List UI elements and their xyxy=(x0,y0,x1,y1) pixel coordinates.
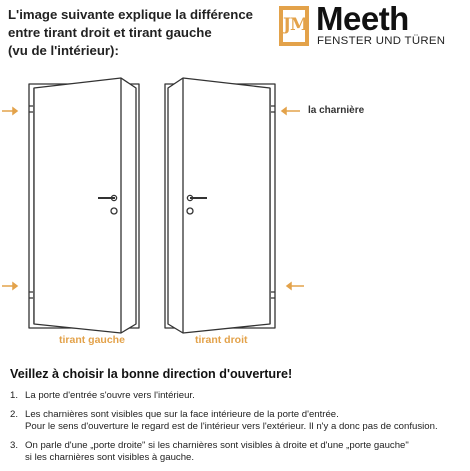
brand-name: Meeth xyxy=(316,0,409,37)
note-line: Les charnières sont visibles que sur la face intérieure de la porte d'entrée. xyxy=(25,408,339,420)
arrow-right-bottom-icon xyxy=(287,283,304,289)
arrow-right-top-icon xyxy=(282,108,300,114)
left-door-label: tirant gauche xyxy=(59,334,125,346)
hinge-label: la charnière xyxy=(308,105,365,116)
arrow-left-top-icon xyxy=(2,108,17,114)
logo-monogram xyxy=(279,6,309,46)
right-door-label: tirant droit xyxy=(195,334,248,346)
warning-heading: Veillez à choisir la bonne direction d'ouverture! xyxy=(10,367,293,381)
door-diagram xyxy=(0,70,470,340)
note-line: si les charnières sont visibles à gauche. xyxy=(25,452,195,464)
intro-text xyxy=(8,6,273,60)
logo-monogram-text: JM xyxy=(283,15,308,35)
note-number: 3. xyxy=(10,439,19,451)
arrow-left-bottom-icon xyxy=(2,283,17,289)
intro-line-3: (vu de l'intérieur): xyxy=(8,43,119,58)
note-line: On parle d'une „porte droite" si les charnières sont visibles à droite et d'une „porte gauche" xyxy=(25,439,409,451)
intro-line-1: L'image suivante explique la différence xyxy=(8,7,253,22)
note-item xyxy=(10,390,465,403)
note-number: 1. xyxy=(10,390,19,401)
note-item xyxy=(10,409,465,434)
brand-tagline: FENSTER UND TÜREN xyxy=(317,35,446,47)
intro-line-2: entre tirant droit et tirant gauche xyxy=(8,25,212,40)
note-line: Pour le sens d'ouverture le regard est de l'intérieur vers l'extérieur. Il n'y a donc pas de confusion. xyxy=(25,421,438,433)
note-item xyxy=(10,440,465,465)
notes-list xyxy=(10,390,465,471)
note-number: 2. xyxy=(10,408,19,420)
note-line: La porte d'entrée s'ouvre vers l'intérieur. xyxy=(25,390,195,401)
